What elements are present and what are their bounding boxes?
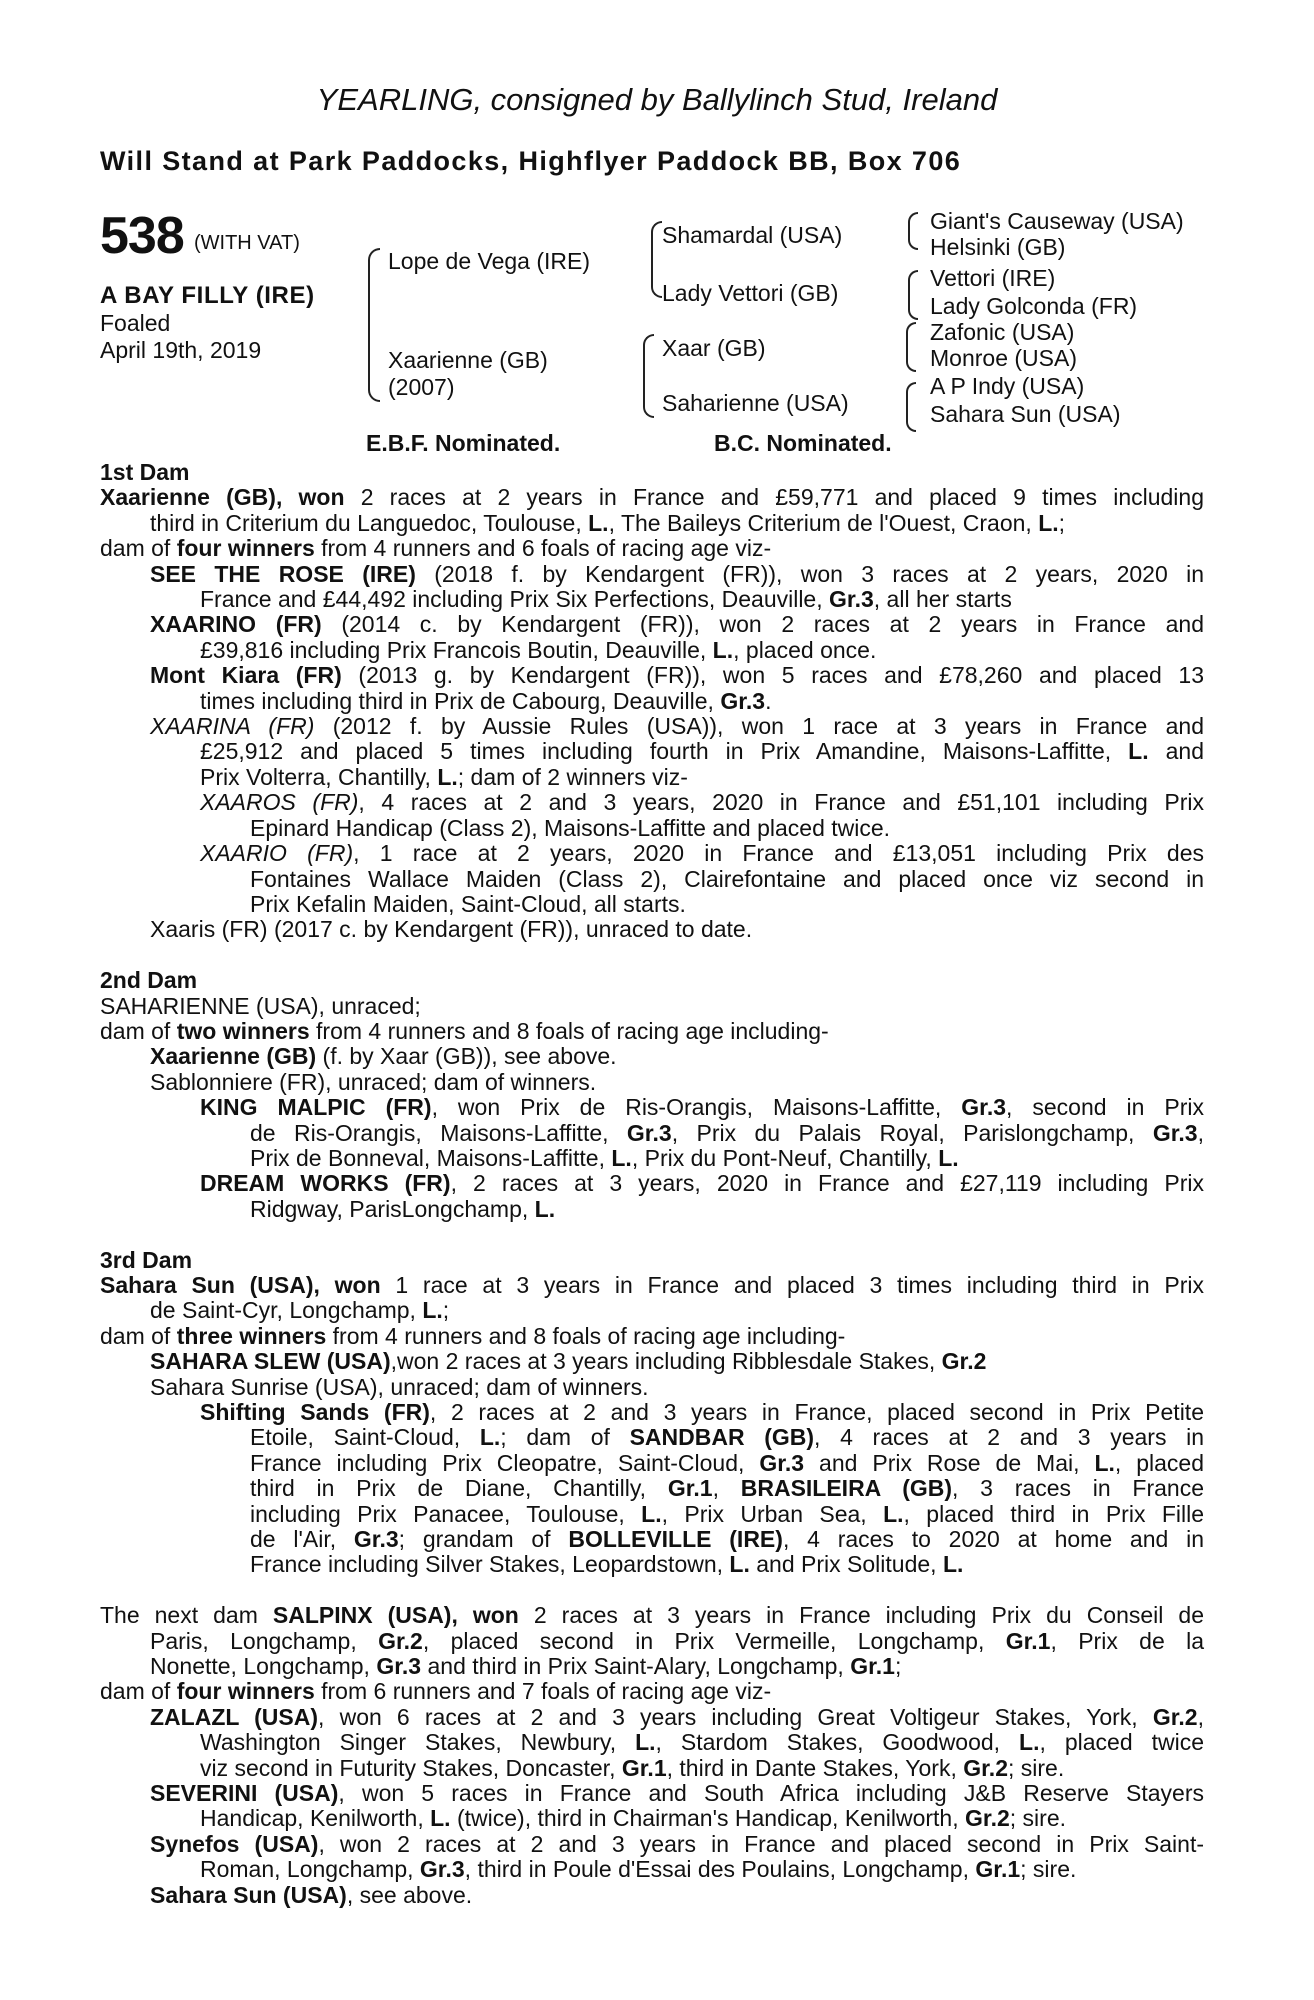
third-dam-entry: Sahara Sun (USA), won 1 race at 3 years in France and placed 3 times including third in Prix	[100, 1271, 1204, 1298]
pedigree-brace-main	[368, 248, 380, 402]
produce-severini: Handicap, Kenilworth, L. (twice), third in Chairman's Handicap, Kenilworth, Gr.2; sire.	[200, 1805, 1067, 1832]
produce-xaarienne: Xaarienne (GB) (f. by Xaar (GB)), see above.	[150, 1043, 617, 1070]
next-dam-entry: Nonette, Longchamp, Gr.3 and third in Prix Saint-Alary, Longchamp, Gr.1;	[150, 1653, 902, 1680]
produce-xaarina: Prix Volterra, Chantilly, L.; dam of 2 winners viz-	[200, 763, 688, 790]
pedigree-g5: Zafonic (USA)	[930, 319, 1075, 345]
foaled-date: April 19th, 2019	[100, 337, 262, 363]
pedigree-sire-sire: Shamardal (USA)	[662, 222, 843, 248]
produce-xaario: Fontaines Wallace Maiden (Class 2), Clairefontaine and placed once viz second in	[250, 865, 1204, 892]
produce-xaaros: Epinard Handicap (Class 2), Maisons-Laffitte and placed twice.	[250, 814, 891, 841]
second-dam-entry: SAHARIENNE (USA), unraced;	[100, 992, 421, 1019]
pedigree-brace-dam	[643, 334, 654, 418]
pedigree-g7: A P Indy (USA)	[930, 373, 1085, 399]
produce-see-the-rose: SEE THE ROSE (IRE) (2018 f. by Kendargent (FR)), won 3 races at 2 years, 2020 in	[150, 560, 1204, 587]
produce-severini: SEVERINI (USA), won 5 races in France and South Africa including J&B Reserve Stayers	[150, 1780, 1204, 1807]
produce-king-malpic: KING MALPIC (FR), won Prix de Ris-Orangis, Maisons-Laffitte, Gr.3, second in Prix	[200, 1094, 1204, 1121]
produce-zalazl: ZALAZL (USA), won 6 races at 2 and 3 years including Great Voltigeur Stakes, York, Gr.2,	[150, 1703, 1204, 1730]
produce-xaarino: £39,816 including Prix Francois Boutin, Deauville, L., placed once.	[200, 636, 877, 663]
second-dam-heading: 2nd Dam	[100, 967, 198, 994]
third-dam-heading: 3rd Dam	[100, 1246, 193, 1273]
produce-shifting-sands: France including Prix Cleopatre, Saint-Cloud, Gr.3 and Prix Rose de Mai, L., placed	[250, 1449, 1204, 1476]
pedigree-g2: Helsinki (GB)	[930, 234, 1066, 260]
produce-sahara-sun: Sahara Sun (USA), see above.	[150, 1881, 473, 1908]
consignment-line: YEARLING, consigned by Ballylinch Stud, Ireland	[316, 82, 998, 117]
pedigree-brace-g1	[908, 212, 918, 250]
pedigree-notes	[100, 460, 1204, 1908]
produce-sahara-sunrise: Sahara Sunrise (USA), unraced; dam of winners.	[150, 1373, 649, 1400]
pedigree-dam-sire: Xaar (GB)	[662, 335, 766, 361]
first-dam-heading: 1st Dam	[100, 459, 190, 485]
horse-name: A BAY FILLY (IRE)	[100, 282, 315, 309]
pedigree-g1: Giant's Causeway (USA)	[930, 208, 1184, 234]
produce-xaaris: Xaaris (FR) (2017 c. by Kendargent (FR)), unraced to date.	[150, 916, 753, 943]
produce-synefos: Synefos (USA), won 2 races at 2 and 3 years in France and placed second in Prix Saint-	[150, 1830, 1204, 1857]
first-dam-entry: Xaarienne (GB), won 2 races at 2 years in France and £59,771 and placed 9 times including	[100, 484, 1204, 511]
produce-xaarino: XAARINO (FR) (2014 c. by Kendargent (FR)), won 2 races at 2 years in France and	[150, 611, 1204, 638]
produce-xaario: XAARIO (FR), 1 race at 2 years, 2020 in France and £13,051 including Prix des	[200, 840, 1205, 867]
pedigree-dam-dam: Saharienne (USA)	[662, 390, 849, 416]
pedigree-g6: Monroe (USA)	[930, 345, 1077, 371]
produce-sahara-slew: SAHARA SLEW (USA),won 2 races at 3 years including Ribblesdale Stakes, Gr.2	[150, 1348, 987, 1375]
produce-shifting-sands: de l'Air, Gr.3; grandam of BOLLEVILLE (IRE), 4 races to 2020 at home and in	[250, 1526, 1204, 1553]
stand-location: Will Stand at Park Paddocks, Highflyer Paddock BB, Box 706	[100, 146, 962, 176]
pedigree-g4: Lady Golconda (FR)	[930, 293, 1138, 319]
produce-xaaros: XAAROS (FR), 4 races at 2 and 3 years, 2020 in France and £51,101 including Prix	[200, 789, 1205, 816]
produce-shifting-sands: France including Silver Stakes, Leopardstown, L. and Prix Solitude, L.	[250, 1551, 964, 1578]
produce-xaarina: XAARINA (FR) (2012 f. by Aussie Rules (USA)), won 1 race at 3 years in France and	[150, 713, 1204, 740]
third-dam-entry: de Saint-Cyr, Longchamp, L.;	[150, 1297, 450, 1324]
first-dam-produce: dam of four winners from 4 runners and 6 foals of racing age viz-	[100, 535, 772, 562]
produce-see-the-rose: France and £44,492 including Prix Six Perfections, Deauville, Gr.3, all her starts	[200, 586, 1012, 613]
produce-xaarina: £25,912 and placed 5 times including fourth in Prix Amandine, Maisons-Laffitte, L. and	[200, 738, 1205, 765]
produce-mont-kiara: times including third in Prix de Cabourg, Deauville, Gr.3.	[200, 687, 772, 714]
produce-shifting-sands: Etoile, Saint-Cloud, L.; dam of SANDBAR (GB), 4 races at 2 and 3 years in	[250, 1424, 1205, 1451]
produce-king-malpic: Prix de Bonneval, Maisons-Laffitte, L., Prix du Pont-Neuf, Chantilly, L.	[250, 1144, 959, 1171]
pedigree-sire: Lope de Vega (IRE)	[388, 248, 591, 274]
produce-shifting-sands: including Prix Panacee, Toulouse, L., Prix Urban Sea, L., placed third in Prix Fille	[250, 1500, 1204, 1527]
vat-label: (WITH VAT)	[194, 232, 300, 254]
produce-zalazl: Washington Singer Stakes, Newbury, L., Stardom Stakes, Goodwood, L., placed twice	[200, 1729, 1204, 1756]
foaled-label: Foaled	[100, 310, 171, 336]
pedigree-g3: Vettori (IRE)	[930, 265, 1056, 291]
pedigree-dam: Xaarienne (GB)	[388, 347, 548, 373]
pedigree-sire-dam: Lady Vettori (GB)	[662, 280, 839, 306]
ebf-nomination: E.B.F. Nominated.	[366, 430, 561, 456]
next-dam-produce: dam of four winners from 6 runners and 7 foals of racing age viz-	[100, 1678, 772, 1705]
produce-shifting-sands: third in Prix de Diane, Chantilly, Gr.1, BRASILEIRA (GB), 3 races in France	[250, 1475, 1204, 1502]
pedigree-brace-g3	[906, 322, 916, 372]
produce-xaario: Prix Kefalin Maiden, Saint-Cloud, all starts.	[250, 890, 686, 917]
second-dam-produce: dam of two winners from 4 runners and 8 foals of racing age including-	[100, 1017, 829, 1044]
produce-zalazl: viz second in Futurity Stakes, Doncaster, Gr.1, third in Dante Stakes, York, Gr.2; sire.	[200, 1754, 1065, 1781]
produce-king-malpic: de Ris-Orangis, Maisons-Laffitte, Gr.3, Prix du Palais Royal, Parislongchamp, Gr.3,	[250, 1119, 1204, 1146]
produce-shifting-sands: Shifting Sands (FR), 2 races at 2 and 3 years in France, placed second in Prix Petite	[200, 1399, 1204, 1425]
pedigree-dam-year: (2007)	[388, 374, 455, 400]
produce-dream-works: Ridgway, ParisLongchamp, L.	[250, 1195, 556, 1222]
produce-dream-works: DREAM WORKS (FR), 2 races at 3 years, 2020 in France and £27,119 including Prix	[200, 1170, 1204, 1197]
produce-mont-kiara: Mont Kiara (FR) (2013 g. by Kendargent (FR)), won 5 races and £78,260 and placed 13	[150, 662, 1204, 689]
next-dam-entry: Paris, Longchamp, Gr.2, placed second in Prix Vermeille, Longchamp, Gr.1, Prix de la	[150, 1627, 1204, 1654]
pedigree-brace-g2	[908, 270, 918, 320]
pedigree-brace-sire	[651, 221, 662, 298]
produce-synefos: Roman, Longchamp, Gr.3, third in Poule d'Essai des Poulains, Longchamp, Gr.1; sire.	[200, 1856, 1077, 1883]
produce-sablonniere: Sablonniere (FR), unraced; dam of winners.	[150, 1068, 597, 1095]
pedigree-brace-g4	[906, 382, 916, 432]
bc-nomination: B.C. Nominated.	[714, 430, 892, 456]
third-dam-produce: dam of three winners from 4 runners and 8 foals of racing age including-	[100, 1322, 846, 1349]
first-dam-entry: third in Criterium du Languedoc, Toulouse, L., The Baileys Criterium de l'Ouest, Craon, L.;	[150, 509, 1066, 536]
pedigree-g8: Sahara Sun (USA)	[930, 401, 1121, 427]
lot-number: 538	[100, 207, 184, 265]
next-dam-entry: The next dam SALPINX (USA), won 2 races at 3 years in France including Prix du Conseil de	[100, 1602, 1204, 1629]
